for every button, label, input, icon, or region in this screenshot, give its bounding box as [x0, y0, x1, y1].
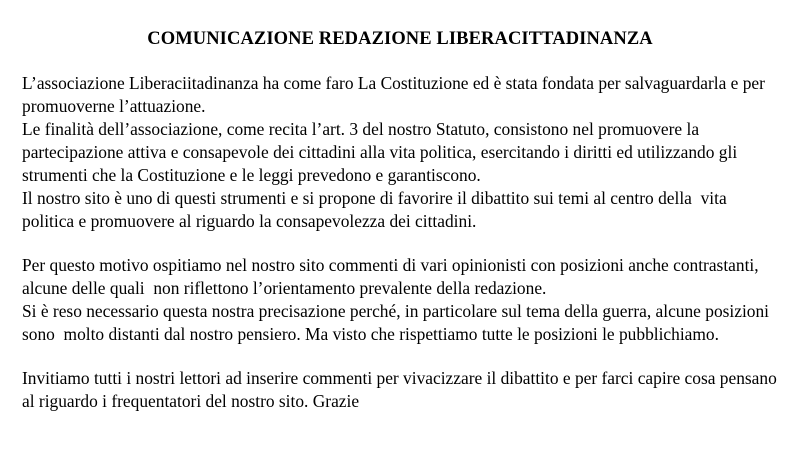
- paragraph-6: Invitiamo tutti i nostri lettori ad inserire commenti per vivacizzare il dibattito e per farci capire cosa pensano al riguardo i frequentatori del nostro sito. Grazie: [22, 367, 782, 411]
- paragraph-4: Per questo motivo ospitiamo nel nostro sito commenti di vari opinionisti con posizioni anche contrastanti, alcune delle quali non riflettono l’orientamento prevalente della redazione.: [22, 254, 763, 298]
- page-title: COMUNICAZIONE REDAZIONE LIBERACITTADINANZA: [147, 29, 653, 49]
- paragraph-spacer-1: [22, 233, 778, 254]
- paragraph-5: Si è reso necessario questa nostra precisazione perché, in particolare sul tema della guerra, alcune posizioni sono molto distanti dal nostro pensiero. Ma visto che rispettiamo tutte le posizioni le pubblichiamo.: [22, 300, 774, 344]
- paragraph-spacer-2: [22, 346, 778, 367]
- paragraph-3: Il nostro sito è uno di questi strumenti e si propone di favorire il dibattito sui temi al centro della vita politica e promuovere al riguardo la consapevolezza dei cittadini.: [22, 188, 732, 231]
- paragraph-2: Le finalità dell’associazione, come recita l’art. 3 del nostro Statuto, consistono nel promuovere la partecipazione attiva e consapevole dei cittadini alla vita politica, esercitando i diritti ed utilizzando gli strumenti che la Costituzione e le leggi prevedono e garantiscono.: [22, 119, 742, 186]
- paragraph-1: L’associazione Liberaciitadinanza ha come faro La Costituzione ed è stata fondata per salvaguardarla e per promuoverne l’attuazione.: [22, 73, 770, 117]
